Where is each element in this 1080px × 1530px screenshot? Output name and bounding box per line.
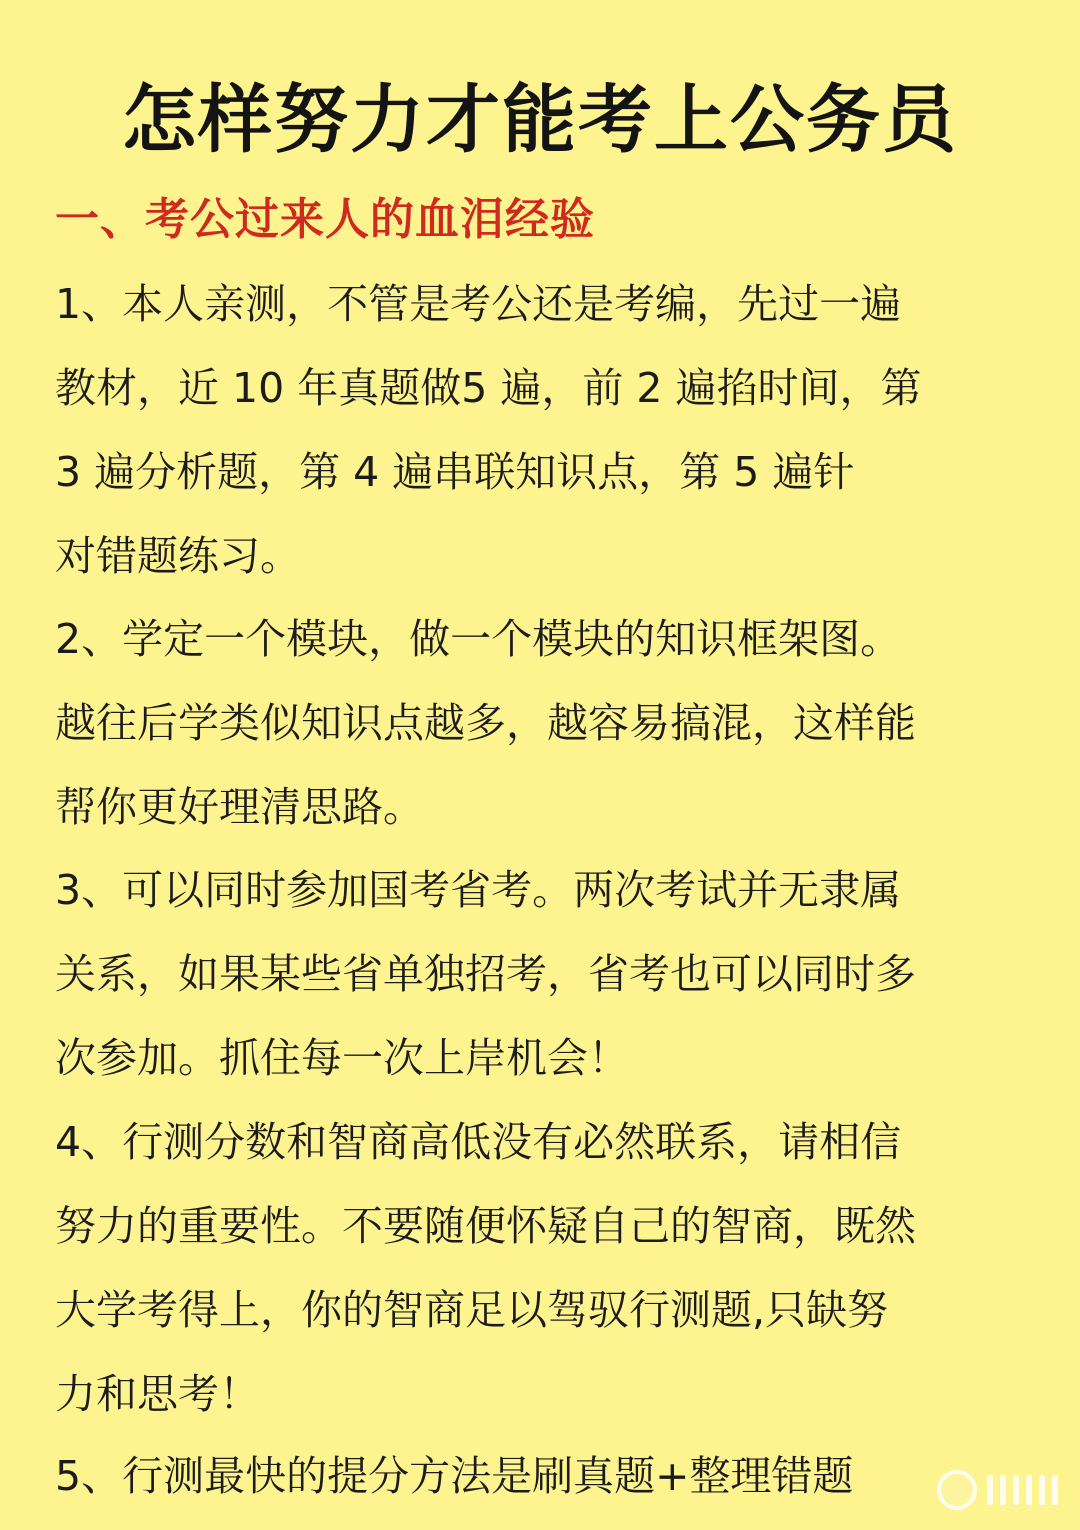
paragraph-line: 对错题练习。 — [55, 532, 301, 580]
paragraph-2 — [55, 597, 1030, 849]
paragraph-line: 教材，近 10 年真题做5 遍，前 2 遍掐时间，第 — [55, 364, 922, 412]
paragraph-3 — [55, 848, 1030, 1100]
paragraph-line: 越往后学类似知识点越多，越容易搞混，这样能 — [55, 699, 916, 747]
paragraph-line: 大学考得上，你的智商足以驾驭行测题,只缺努 — [55, 1286, 889, 1334]
paragraph-line: 1、本人亲测，不管是考公还是考编，先过一遍 — [55, 280, 902, 328]
section-heading: 一、考公过来人的血泪经验 — [55, 194, 595, 245]
paragraph-line: 3 遍分析题，第 4 遍串联知识点，第 5 遍针 — [55, 448, 855, 496]
paragraph-line: 帮你更好理清思路。 — [55, 783, 424, 831]
paragraph-line: 关系，如果某些省单独招考，省考也可以同时多 — [55, 950, 916, 998]
watermark-logo — [937, 1470, 1058, 1510]
paragraph-line: 5、行测最快的提分方法是刷真题+整理错题 — [55, 1452, 854, 1500]
page-title: 怎样努力才能考上公务员 — [122, 77, 958, 163]
paragraph-line: 力和思考！ — [55, 1370, 260, 1418]
paragraph-1 — [55, 262, 1030, 598]
bars-icon — [987, 1475, 1058, 1505]
circle-icon — [937, 1470, 977, 1510]
paragraph-5 — [55, 1434, 1030, 1518]
paragraph-4 — [55, 1100, 1030, 1436]
paragraph-line: 努力的重要性。不要随便怀疑自己的智商，既然 — [55, 1202, 916, 1250]
paragraph-line: 4、行测分数和智商高低没有必然联系，请相信 — [55, 1118, 902, 1166]
paragraph-line: 3、可以同时参加国考省考。两次考试并无隶属 — [55, 866, 902, 914]
paragraph-line: 2、学定一个模块，做一个模块的知识框架图。 — [55, 615, 902, 663]
paragraph-line: 次参加。抓住每一次上岸机会！ — [55, 1034, 629, 1082]
